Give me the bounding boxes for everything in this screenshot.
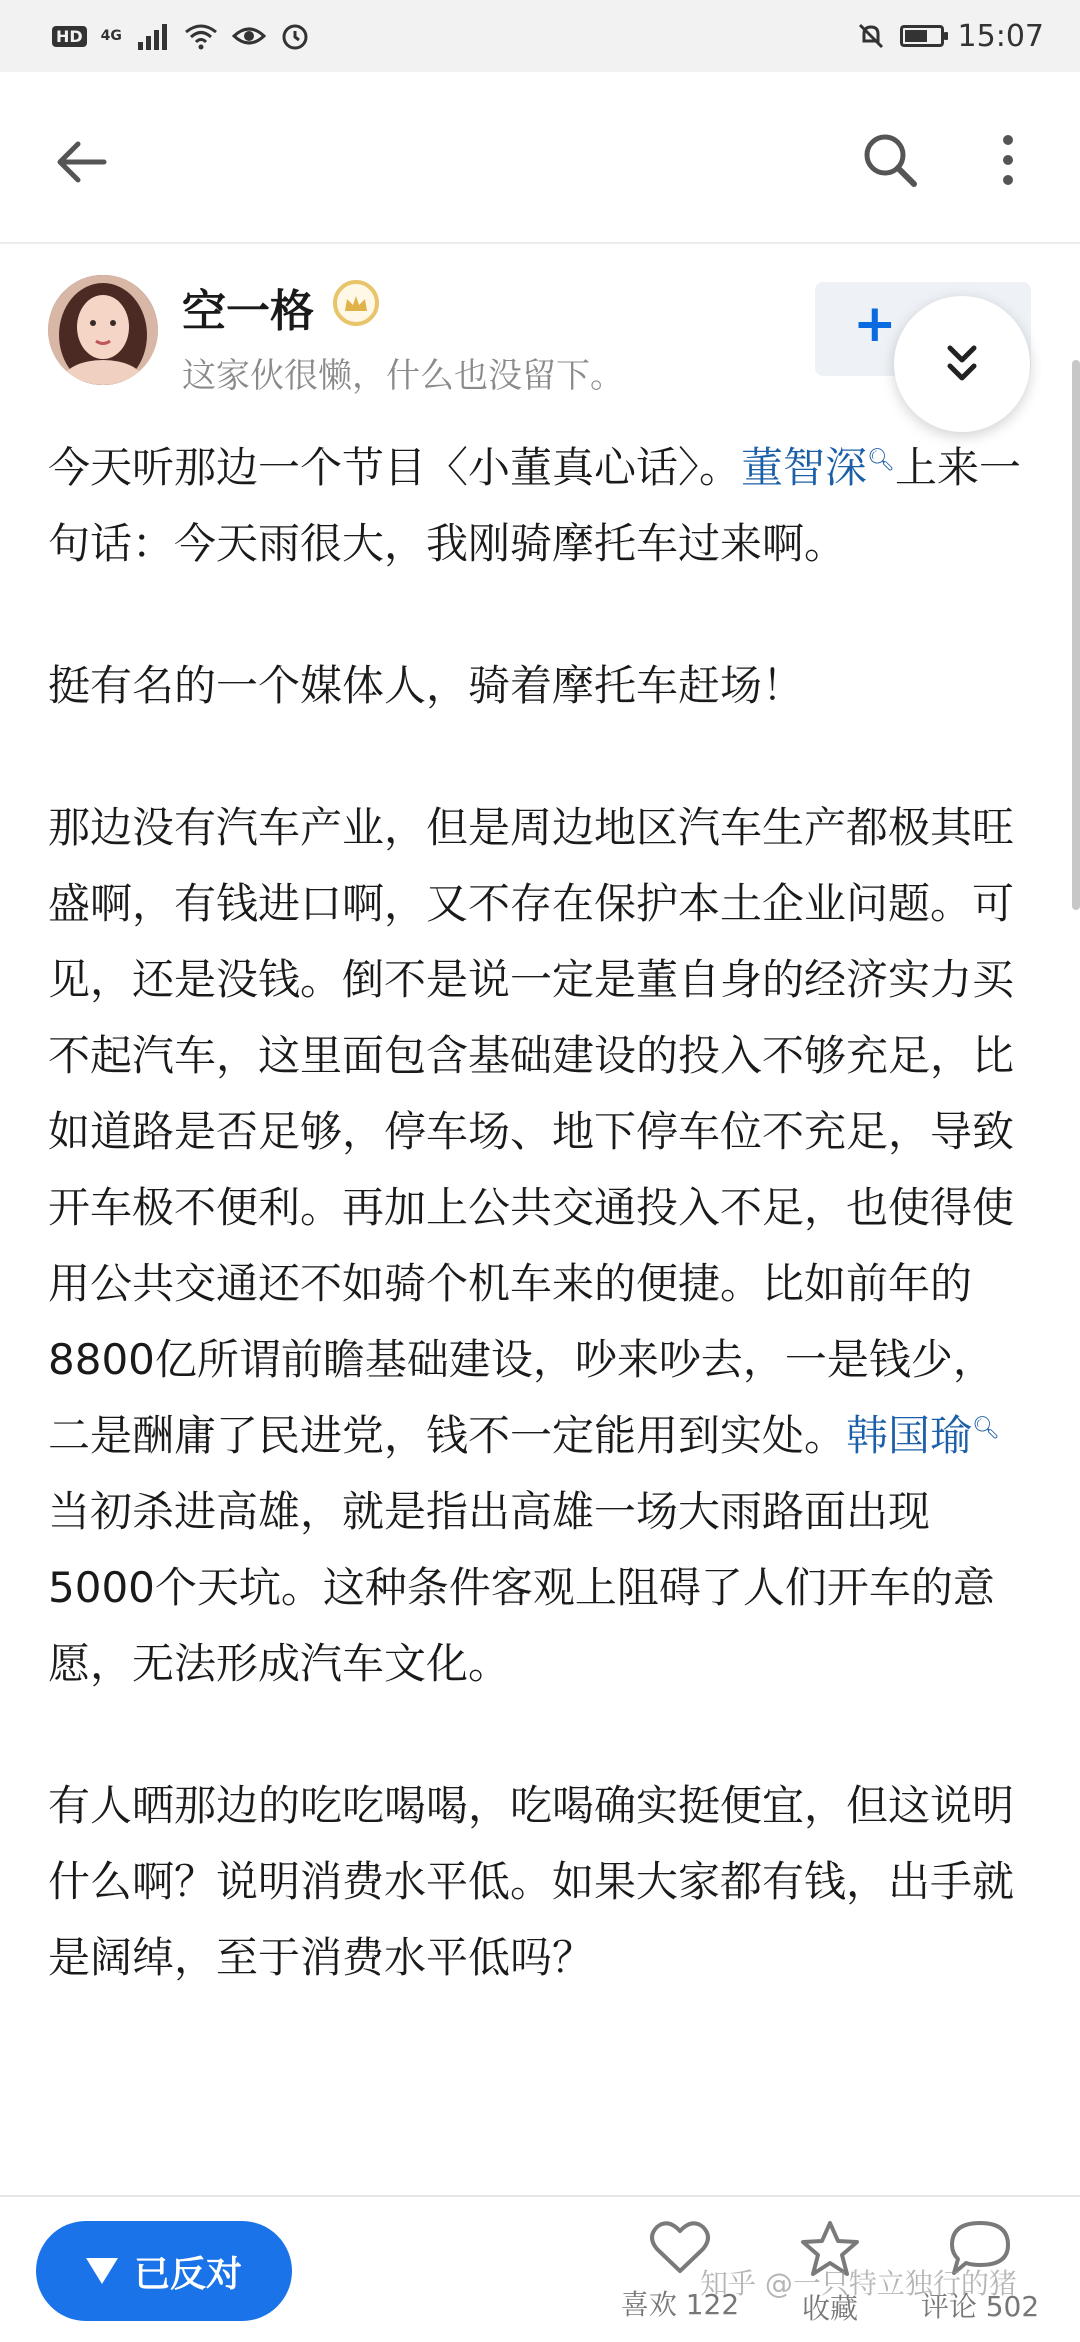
battery-fill: [905, 30, 927, 42]
status-right: [856, 19, 1044, 54]
double-chevron-down-icon: [942, 342, 982, 386]
avatar[interactable]: [48, 275, 158, 385]
favorite-label: 收藏: [801, 2292, 858, 2325]
plus-icon: +: [853, 294, 897, 354]
article-body: [48, 430, 1033, 2062]
wifi-icon: [184, 22, 218, 50]
oppose-button[interactable]: [36, 2221, 292, 2321]
status-left: [52, 21, 310, 51]
hd-badge: HD: [52, 26, 87, 47]
back-button[interactable]: [40, 122, 120, 202]
p1-text-a: 今天听那边一个节目〈小董真心话〉。: [48, 443, 742, 492]
p3-text-a: 那边没有汽车产业，但是周边地区汽车生产都极其旺盛啊，有钱进口啊，又不存在保护本土企业问题。可见，还是没钱。倒不是说一定是董自身的经济实力买不起汽车，这里面包含基础建设的投入不够充足，比如道路是否足够，停车场、地下停车位不充足，导致开车极不便利。再加上公共交通投入不足，也使得使用公共交通还不如骑个机车来的便捷。比如前年的8800亿所谓前瞻基础建设，吵来吵去，一是钱少，二是酬庸了民进党，钱不一定能用到实处。: [48, 803, 1015, 1460]
battery-icon: [900, 25, 944, 47]
eye-icon: [232, 24, 266, 48]
more-vertical-icon: [998, 130, 1018, 190]
search-icon: [860, 130, 920, 190]
scrollbar[interactable]: [1072, 360, 1080, 910]
paragraph-1: [48, 430, 1033, 582]
p1-text-b: 上来一句话：今天雨很大，我刚骑摩托车过来啊。: [48, 443, 1021, 568]
clock: 15:07: [957, 18, 1044, 54]
like-label: 喜欢 122: [620, 2288, 740, 2321]
more-button[interactable]: [968, 120, 1048, 200]
search-link-icon[interactable]: 🔍︎: [972, 1416, 1000, 1441]
author-name[interactable]: 空一格: [182, 286, 314, 337]
paragraph-2: 挺有名的一个媒体人，骑着摩托车赶场！: [48, 661, 805, 710]
person-link-han[interactable]: 韩国瑜: [846, 1411, 973, 1460]
signal-icon: [136, 22, 170, 50]
p3-text-b: 当初杀进高雄，就是指出高雄一场大雨路面出现5000个天坑。这种条件客观上阻碍了人们开车的意愿，无法形成汽车文化。: [48, 1487, 995, 1688]
person-link-dong[interactable]: 董智深: [741, 443, 868, 492]
status-bar: [0, 0, 1080, 72]
down-triangle-icon: [86, 2258, 118, 2284]
comment-label: 评论 502: [920, 2290, 1040, 2323]
author-bio: 这家伙很懒，什么也没留下。: [182, 356, 624, 396]
paragraph-3: [48, 790, 1033, 1702]
search-button[interactable]: [850, 120, 930, 200]
back-arrow-icon: [52, 134, 108, 190]
oppose-label: 已反对: [133, 2253, 242, 2295]
alarm-icon: [280, 21, 310, 51]
search-link-icon[interactable]: 🔍︎: [867, 448, 895, 473]
crown-icon: [343, 293, 369, 313]
network-type: 4G: [100, 28, 122, 44]
notifications-off-icon: [856, 21, 886, 51]
avatar-portrait: [48, 275, 158, 385]
scroll-down-button[interactable]: [894, 296, 1030, 432]
paragraph-4: 有人晒那边的吃吃喝喝，吃喝确实挺便宜，但这说明什么啊？说明消费水平低。如果大家都有钱，出手就是阔绰，至于消费水平低吗？: [48, 1781, 1015, 1982]
crown-badge-icon: [333, 280, 379, 326]
watermark: 知乎 @一只特立独行的猪: [700, 2267, 1017, 2300]
app-bar: [0, 72, 1080, 244]
